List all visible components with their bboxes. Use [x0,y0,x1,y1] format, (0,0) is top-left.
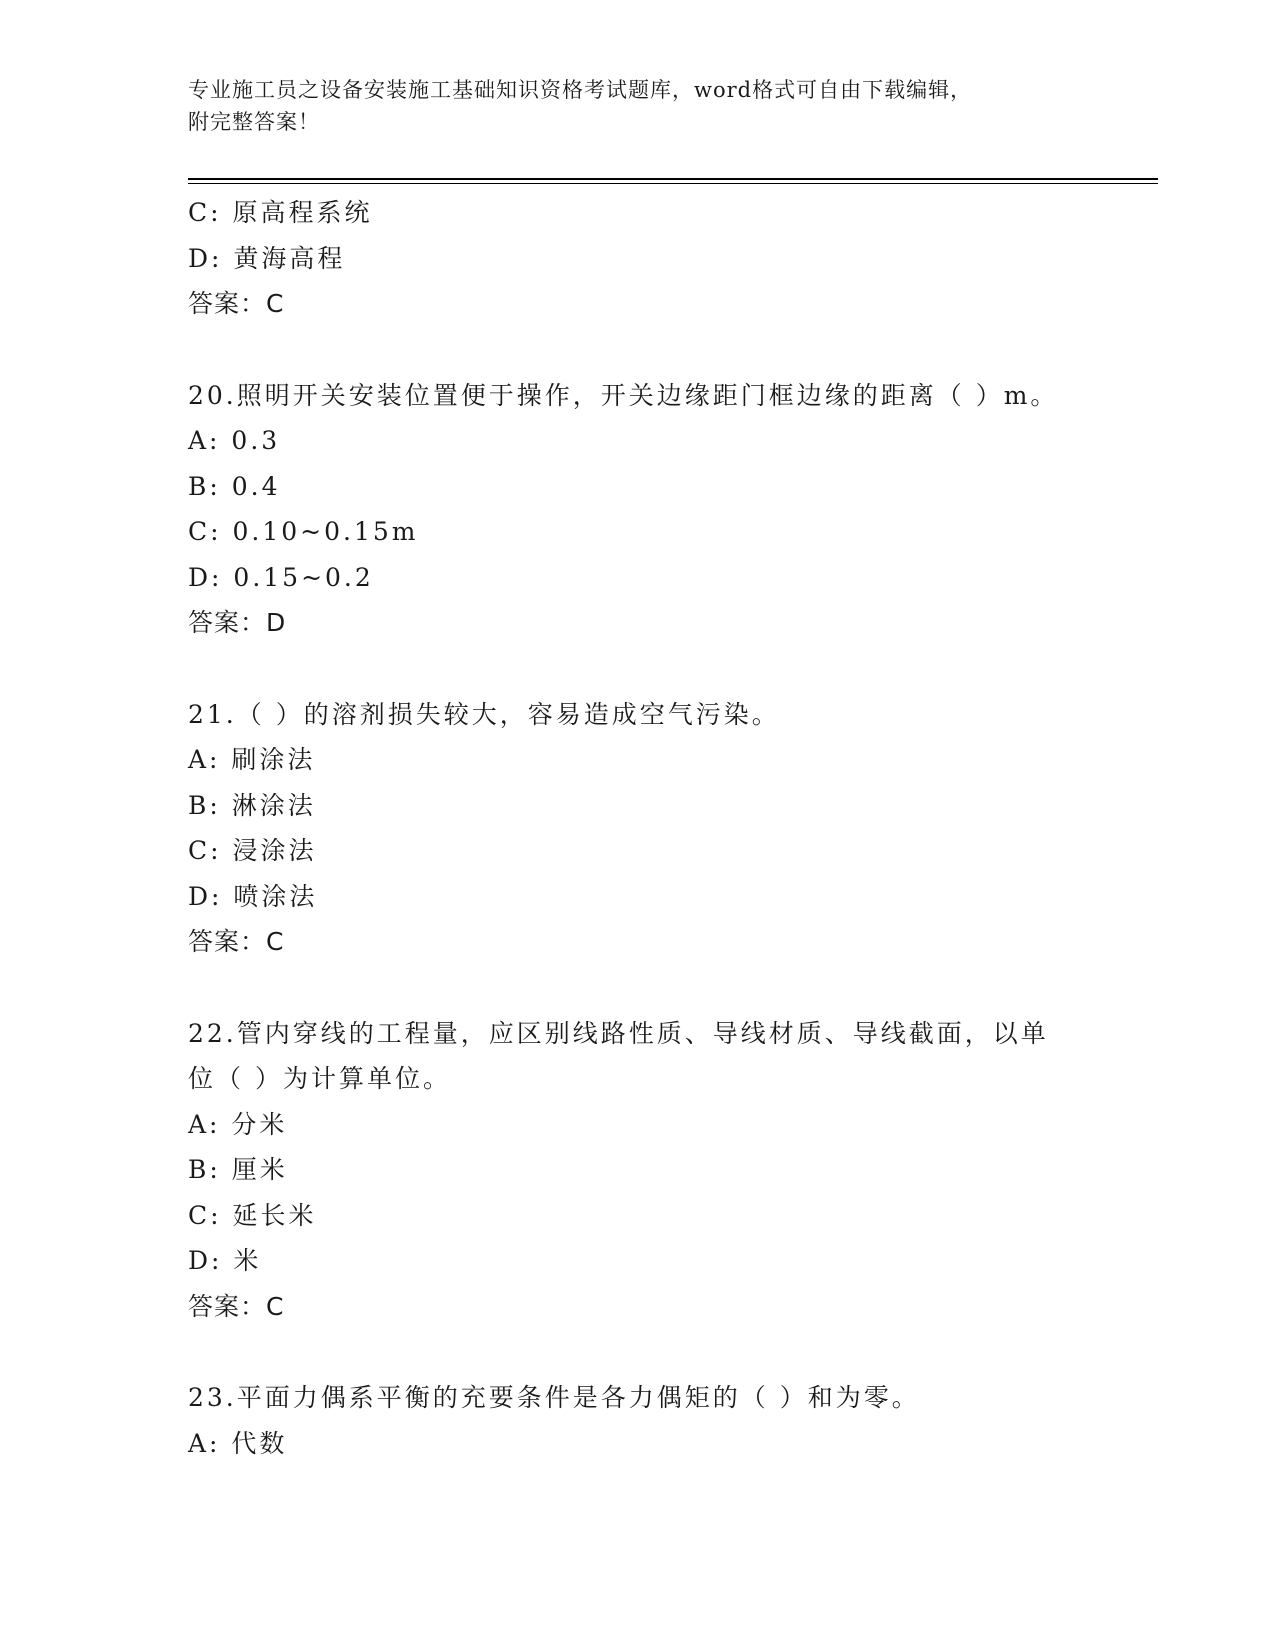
option-c: C: 原高程系统 [188,198,373,227]
question-stem: 21.（ ）的溶剂损失较大，容易造成空气污染。 [188,699,780,729]
option-d: D: 0.15~0.2 [188,562,374,592]
option-d: D: 米 [188,1246,262,1275]
header-divider-thick [188,178,1158,180]
option-b: B: 厘米 [188,1155,288,1184]
answer: 答案：C [188,289,285,318]
option-d: D: 黄海高程 [188,243,346,273]
option-d: D: 喷涂法 [188,881,318,911]
option-a: A: 代数 [188,1428,288,1458]
question-21 [188,692,1088,965]
answer: 答案：C [188,1291,285,1321]
header-line-1: 专业施工员之设备安装施工基础知识资格考试题库，word格式可自由下载编辑， [188,78,973,102]
answer: 答案：C [188,927,285,956]
document-header [188,74,1088,138]
option-b: B: 0.4 [188,471,281,501]
option-b: B: 淋涂法 [188,790,316,820]
question-list [188,190,1088,1466]
option-a: A: 0.3 [188,426,281,455]
option-c: C: 0.10~0.15m [188,517,419,546]
answer: 答案：D [188,608,287,637]
question-stem-continued: 位（ ）为计算单位。 [188,1064,451,1093]
option-a: A: 刷涂法 [188,745,316,774]
question-23 [188,1375,1088,1466]
header-line-2: 附完整答案！ [188,110,320,134]
option-a: A: 分米 [188,1109,288,1139]
question-stem: 23.平面力偶系平衡的充要条件是各力偶矩的（ ）和为零。 [188,1383,920,1412]
question-stem: 22.管内穿线的工程量，应区别线路性质、导线材质、导线截面，以单 [188,1018,1049,1048]
question-22 [188,1011,1088,1330]
option-c: C: 延长米 [188,1200,317,1230]
question-20 [188,373,1088,646]
question-stem: 20.照明开关安装位置便于操作，开关边缘距门框边缘的距离（ ）m。 [188,380,1059,410]
header-divider-thin [188,183,1158,184]
option-c: C: 浸涂法 [188,836,317,865]
question-19-tail [188,190,1088,327]
